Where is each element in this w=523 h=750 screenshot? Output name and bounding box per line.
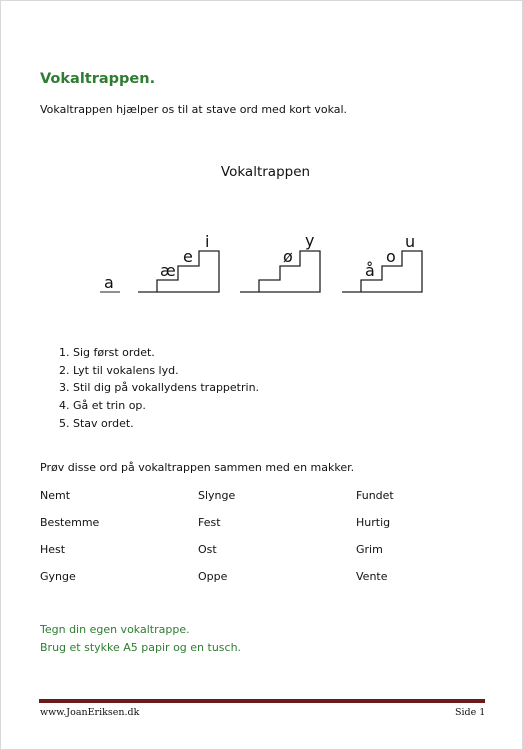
intro-text: Vokaltrappen hjælper os til at stave ord med kort vokal. <box>40 103 348 116</box>
practice-word: Grim <box>356 543 383 556</box>
instruction-item: 3. Stil dig på vokallydens trappetrin. <box>73 379 259 397</box>
practice-word: Hurtig <box>356 516 391 529</box>
staircase-3 <box>342 251 422 292</box>
green-note: Tegn din egen vokaltrappe. <box>40 623 190 636</box>
practice-word: Fest <box>198 516 221 529</box>
practice-word: Vente <box>356 570 388 583</box>
vowel-e: e <box>183 247 193 266</box>
instruction-item: 1. Sig først ordet. <box>73 344 259 362</box>
instruction-item: 4. Gå et trin op. <box>73 397 259 415</box>
vowel-ae: æ <box>160 261 176 280</box>
footer-divider <box>39 699 485 703</box>
practice-word: Nemt <box>40 489 71 502</box>
vowel-u: u <box>405 232 416 251</box>
practice-word: Gynge <box>40 570 76 583</box>
vowel-i: i <box>205 232 210 251</box>
vowel-oe: ø <box>283 247 293 266</box>
vowel-staircase-diagram <box>0 225 523 300</box>
practice-word: Bestemme <box>40 516 100 529</box>
practice-word: Oppe <box>198 570 228 583</box>
staircase-1 <box>138 251 219 292</box>
practice-word: Hest <box>40 543 66 556</box>
practice-word: Ost <box>198 543 217 556</box>
vowel-a: a <box>104 273 114 292</box>
practice-word: Slynge <box>198 489 236 502</box>
instruction-item: 5. Stav ordet. <box>73 415 259 433</box>
vowel-aa: å <box>365 261 375 280</box>
practice-intro: Prøv disse ord på vokaltrappen sammen med en makker. <box>40 461 355 474</box>
instruction-item: 2. Lyt til vokalens lyd. <box>73 362 259 380</box>
green-note: Brug et stykke A5 papir og en tusch. <box>40 641 242 654</box>
footer-page-number: Side 1 <box>455 707 486 718</box>
vowel-o: o <box>386 247 396 266</box>
staircase-2 <box>240 251 320 292</box>
practice-word: Fundet <box>356 489 394 502</box>
page-title: Vokaltrappen. <box>40 71 156 87</box>
footer-website: www.JoanEriksen.dk <box>40 707 140 718</box>
vowel-y: y <box>305 231 315 250</box>
instruction-list <box>39 344 259 433</box>
diagram-caption: Vokaltrappen <box>220 164 311 180</box>
